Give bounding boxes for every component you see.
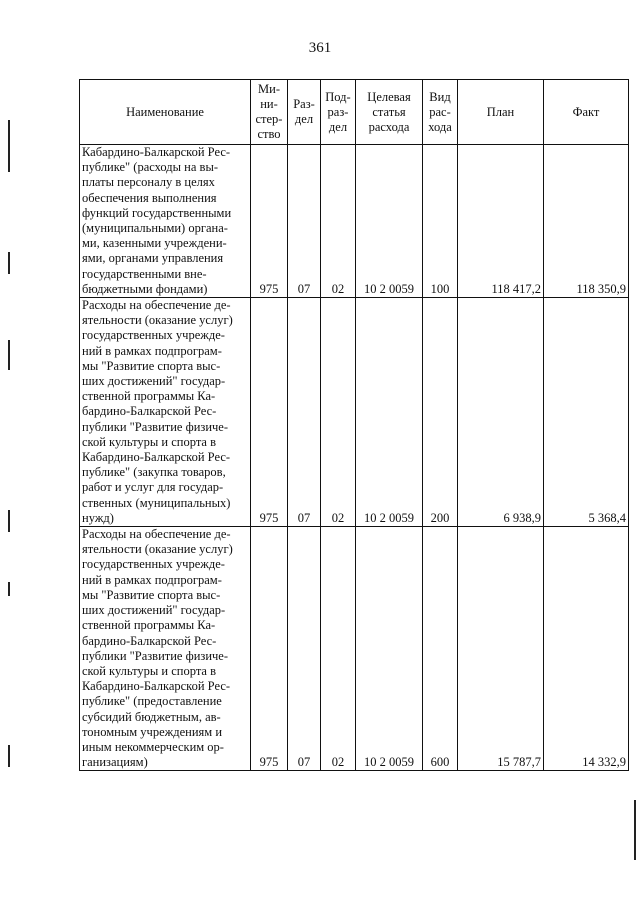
scan-margin-mark [8, 510, 10, 532]
header-subsection: Под- раз- дел [321, 80, 356, 145]
header-name: Наименование [80, 80, 251, 145]
row-ministry: 975 [251, 145, 288, 298]
table-row [80, 145, 629, 298]
row-name: Расходы на обеспечение де- ятельности (оказание услуг) государственных учрежде- ний в рамках подпрограм- мы "Развитие спорта выс- ших достижений" государ- ственной программы Ка- бардино-Балкарской Рес- публики "Развитие физиче- ской культуры и спорта в Кабардино-Балкарской Рес- публике" (предоставление субсидий бюджетным, ав- тономным учреждениям и иным некоммерческим ор- ганизациям) [80, 527, 251, 771]
row-target: 10 2 0059 [356, 298, 423, 527]
scan-margin-mark [8, 120, 10, 172]
header-plan: План [458, 80, 544, 145]
row-expense-type: 600 [423, 527, 458, 771]
row-expense-type: 100 [423, 145, 458, 298]
scan-margin-mark [8, 252, 10, 274]
row-plan: 6 938,9 [458, 298, 544, 527]
scan-margin-mark [8, 745, 10, 767]
scan-margin-mark [8, 582, 10, 596]
row-fact: 14 332,9 [544, 527, 629, 771]
row-fact: 118 350,9 [544, 145, 629, 298]
row-name: Кабардино-Балкарской Рес- публике" (расходы на вы- платы персоналу в целях обеспечения выполнения функций государственными (муниципальными) органа- ми, казенными учреждени- ями, органами управления государственными вне- бюджетными фондами) [80, 145, 251, 298]
table-row [80, 527, 629, 771]
row-target: 10 2 0059 [356, 527, 423, 771]
header-expense-type: Вид рас- хода [423, 80, 458, 145]
row-fact: 5 368,4 [544, 298, 629, 527]
header-fact: Факт [544, 80, 629, 145]
budget-table [79, 79, 629, 771]
row-section: 07 [288, 145, 321, 298]
row-subsection: 02 [321, 145, 356, 298]
scan-margin-mark [8, 340, 10, 370]
row-ministry: 975 [251, 298, 288, 527]
table-header-row [80, 80, 629, 145]
table-row [80, 298, 629, 527]
row-subsection: 02 [321, 527, 356, 771]
row-expense-type: 200 [423, 298, 458, 527]
header-target: Целевая статья расхода [356, 80, 423, 145]
row-target: 10 2 0059 [356, 145, 423, 298]
header-ministry: Ми- ни- стер- ство [251, 80, 288, 145]
header-section: Раз- дел [288, 80, 321, 145]
row-section: 07 [288, 298, 321, 527]
scan-margin-mark [634, 800, 636, 860]
row-section: 07 [288, 527, 321, 771]
row-name: Расходы на обеспечение де- ятельности (оказание услуг) государственных учрежде- ний в рамках подпрограм- мы "Развитие спорта выс- ших достижений" государ- ственной программы Ка- бардино-Балкарской Рес- публики "Развитие физиче- ской культуры и спорта в Кабардино-Балкарской Рес- публике" (закупка товаров, работ и услуг для государ- ственных (муниципальных) нужд) [80, 298, 251, 527]
page-number: 361 [308, 40, 332, 56]
row-ministry: 975 [251, 527, 288, 771]
row-plan: 118 417,2 [458, 145, 544, 298]
row-subsection: 02 [321, 298, 356, 527]
row-plan: 15 787,7 [458, 527, 544, 771]
